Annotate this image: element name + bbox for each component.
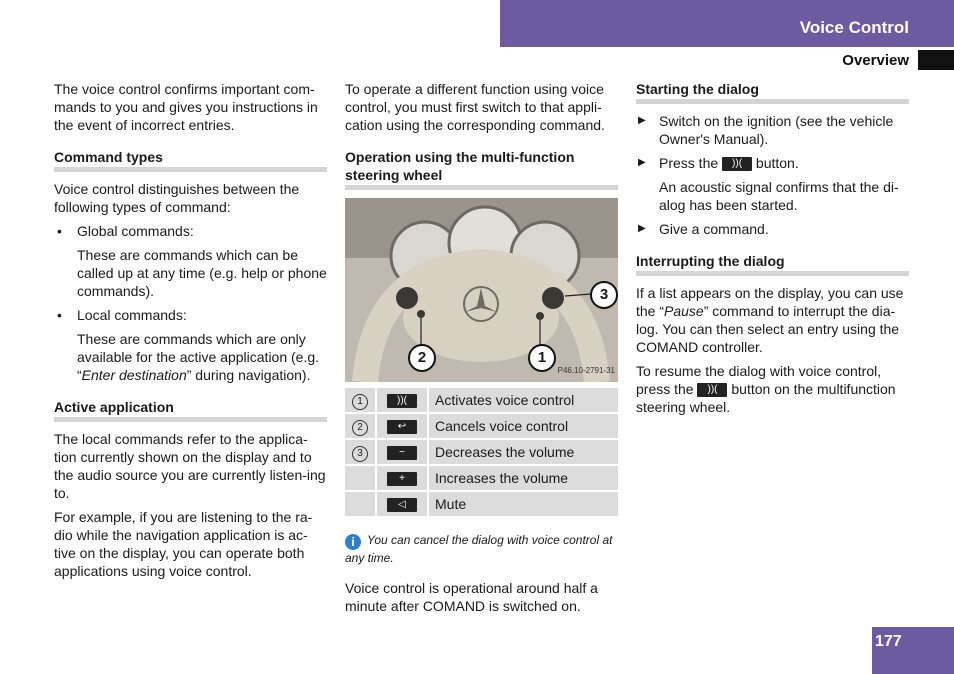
photo-code: P46.10-2791-31 [557, 366, 615, 375]
resume-paragraph [636, 362, 909, 416]
row-text: Mute [428, 491, 618, 517]
voice-button-icon: ))( [722, 157, 752, 171]
intro-paragraph: The voice control confirms important com-mands to you and gives you instructions in the event of incorrect entries. [54, 81, 318, 133]
step-2-before: Press the [659, 155, 719, 171]
resume-before: To resume the dialog with voice control, press the [636, 363, 882, 397]
bullet-mark: • [57, 307, 62, 323]
global-label: Global commands: [77, 223, 194, 239]
table-row [345, 439, 618, 465]
row-text: Decreases the volume [428, 439, 618, 465]
info-icon: i [345, 534, 361, 550]
row-number-empty [345, 491, 376, 517]
intro-paragraph-2: To operate a different function using voice control, you must first switch to that appli-cation using the corresponding command. [345, 81, 605, 133]
heading-operation: Operation using the multi-function steering wheel [345, 148, 618, 190]
arrow-icon: ▶ [638, 115, 646, 126]
active-paragraph-1: The local commands refer to the applica-tion currently shown on the display and to the audio source you are currently listen-ing to. [54, 431, 326, 501]
row-number: 2 [352, 420, 368, 436]
heading-command-types: Command types [54, 148, 327, 172]
global-description: These are commands which can be called up at any time (e.g. help or phone commands). [77, 247, 327, 299]
interrupt-paragraph [636, 284, 909, 356]
column-3 [636, 80, 909, 422]
row-text: Activates voice control [428, 388, 618, 413]
row-number: 1 [352, 394, 368, 410]
local-desc-emphasis: Enter destination [81, 367, 187, 383]
local-desc-before: These are commands which are only available for the active application (e.g. “ [77, 331, 320, 383]
note-text: You can cancel the dialog with voice control at any time. [345, 533, 613, 565]
arrow-icon: ▶ [638, 223, 646, 234]
step-2-after: button. [755, 155, 799, 171]
step-2 [636, 154, 909, 172]
callout-3: 3 [590, 281, 618, 309]
list-item-global [54, 222, 327, 240]
table-row [345, 388, 618, 413]
local-description [54, 330, 327, 384]
page-number: 177 [875, 633, 902, 650]
row-text: Cancels voice control [428, 413, 618, 439]
heading-active-application: Active application [54, 398, 327, 422]
row-text: Increases the volume [428, 465, 618, 491]
voice-button-icon: ))( [387, 394, 417, 408]
plus-button-icon: + [387, 472, 417, 486]
steering-wheel-photo [345, 198, 618, 382]
step-3-text: Give a command. [659, 221, 769, 237]
page-number-tab [872, 627, 954, 674]
function-table [345, 388, 618, 518]
section-tab-marker [918, 50, 954, 70]
voice-button-icon: ))( [697, 383, 727, 397]
back-button-icon: ↩ [387, 420, 417, 434]
step-1 [636, 112, 909, 148]
step-3 [636, 220, 909, 238]
interrupt-before: If a list appears on the display, you can use the “ [636, 285, 904, 319]
steering-wheel-illustration [345, 198, 618, 382]
arrow-icon: ▶ [638, 157, 646, 168]
step-2-description: An acoustic signal confirms that the di-alog has been started. [659, 179, 899, 213]
callout-1: 1 [528, 344, 556, 372]
heading-interrupting-dialog: Interrupting the dialog [636, 252, 909, 276]
column-1 [54, 80, 327, 586]
table-row [345, 491, 618, 517]
resume-after: button on the multifunction steering wheel. [636, 381, 896, 415]
active-paragraph-2: For example, if you are listening to the ra-dio while the navigation application is ac-tive on the display, you can operate both applications using voice control. [54, 509, 313, 579]
distinguishes-paragraph: Voice control distinguishes between the following types of command: [54, 181, 300, 215]
minus-button-icon: − [387, 446, 417, 460]
table-row [345, 465, 618, 491]
bullet-mark: • [57, 223, 62, 239]
local-desc-after: ” during navigation). [186, 367, 311, 383]
operational-paragraph: Voice control is operational around half a minute after COMAND is switched on. [345, 580, 598, 614]
step-1-text: Switch on the ignition (see the vehicle Owner's Manual). [659, 113, 894, 147]
list-item-local [54, 306, 327, 324]
section-subtitle: Overview [842, 52, 909, 69]
info-note [345, 532, 618, 567]
page-title: Voice Control [799, 18, 909, 37]
interrupt-after: ” command to interrupt the dia-log. You can then select an entry using the COMAND controller. [636, 303, 900, 355]
row-number: 3 [352, 446, 368, 462]
callout-2: 2 [408, 344, 436, 372]
heading-starting-dialog: Starting the dialog [636, 80, 909, 104]
column-2 [345, 80, 618, 621]
local-label: Local commands: [77, 307, 187, 323]
table-row [345, 413, 618, 439]
interrupt-emphasis: Pause [664, 303, 704, 319]
mute-button-icon: ◁ [387, 498, 417, 512]
row-number-empty [345, 465, 376, 491]
